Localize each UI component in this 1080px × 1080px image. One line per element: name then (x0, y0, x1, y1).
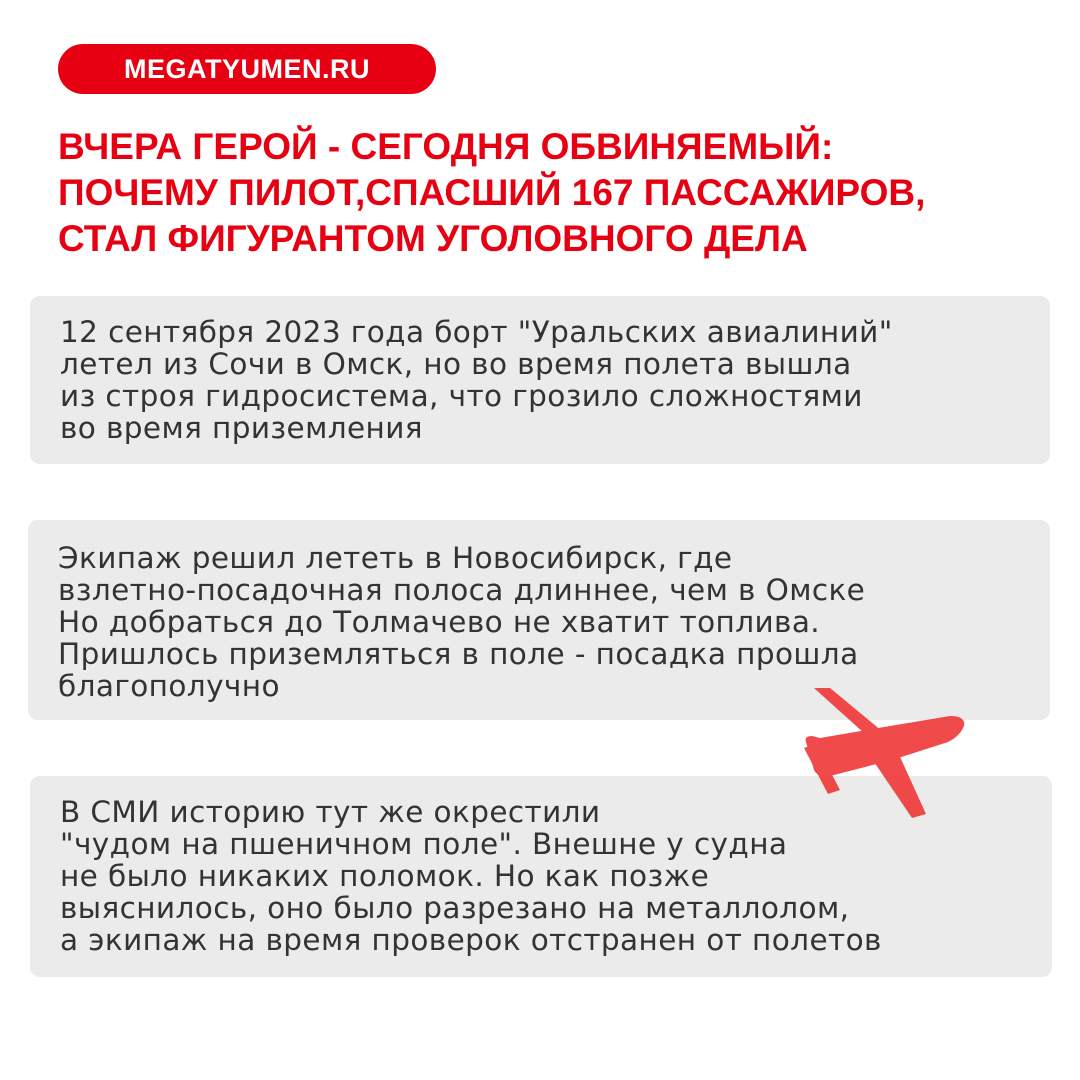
card-line: Но добраться до Толмачево не хватит топлива. (58, 605, 821, 639)
card-line: "чудом на пшеничном поле". Внешне у судна (60, 827, 788, 861)
info-card-1 (30, 296, 1050, 464)
card-line: из строя гидросистема, что грозило сложностями (60, 379, 863, 413)
card-line: 12 сентября 2023 года борт "Уральских авиалиний" (60, 315, 893, 349)
headline (58, 124, 1058, 262)
card-line: летел из Сочи в Омск, но во время полета вышла (60, 347, 852, 381)
airplane-icon (800, 686, 970, 826)
card-line: а экипаж на время проверок отстранен от полетов (60, 923, 882, 957)
card-text (58, 542, 865, 702)
headline-line: ВЧЕРА ГЕРОЙ - СЕГОДНЯ ОБВИНЯЕМЫЙ: (58, 126, 834, 167)
headline-line: ПОЧЕМУ ПИЛОТ,СПАСШИЙ 167 ПАССАЖИРОВ, (58, 172, 926, 213)
card-text (60, 796, 882, 956)
card-line: во время приземления (60, 411, 423, 445)
card-text (60, 316, 893, 444)
site-label: MEGATYUMEN.RU (124, 53, 370, 84)
card-line: В СМИ историю тут же окрестили (60, 795, 601, 829)
card-line: не было никаких поломок. Но как позже (60, 859, 710, 893)
card-line: благополучно (58, 669, 280, 703)
card-line: Экипаж решил лететь в Новосибирск, где (58, 541, 733, 575)
card-line: Пришлось приземляться в поле - посадка прошла (58, 637, 859, 671)
headline-line: СТАЛ ФИГУРАНТОМ УГОЛОВНОГО ДЕЛА (58, 218, 808, 259)
site-badge[interactable] (58, 44, 436, 94)
card-line: взлетно-посадочная полоса длиннее, чем в Омске (58, 573, 866, 607)
card-line: выяснилось, оно было разрезано на металлолом, (60, 891, 850, 925)
